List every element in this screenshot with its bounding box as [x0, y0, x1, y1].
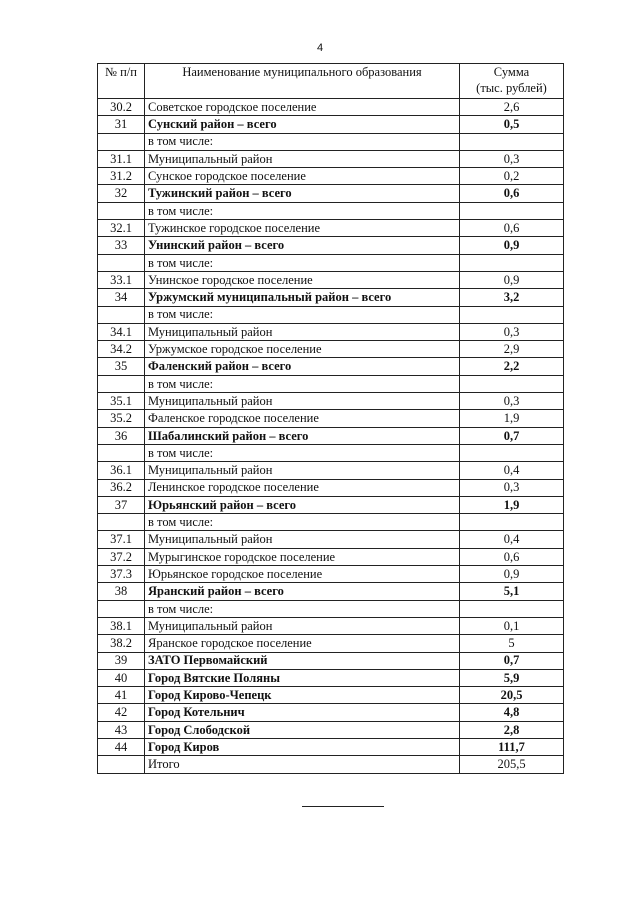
- row-number-cell: 32.1: [98, 220, 145, 237]
- row-number-cell: 34.2: [98, 341, 145, 358]
- table-row: [98, 600, 564, 617]
- row-name-cell: Яранский район – всего: [145, 583, 460, 600]
- row-sum-cell: [460, 444, 564, 461]
- row-number-cell: [98, 375, 145, 392]
- row-sum-cell: 1,9: [460, 496, 564, 513]
- table-row: [98, 721, 564, 738]
- table-row: [98, 635, 564, 652]
- row-name-cell: Унинский район – всего: [145, 237, 460, 254]
- row-sum-cell: 0,9: [460, 271, 564, 288]
- row-sum-cell: 2,6: [460, 99, 564, 116]
- row-number-cell: 38.1: [98, 617, 145, 634]
- row-sum-cell: 0,9: [460, 566, 564, 583]
- footer-divider: [302, 806, 384, 807]
- row-name-cell: ЗАТО Первомайский: [145, 652, 460, 669]
- row-number-cell: 34.1: [98, 323, 145, 340]
- row-sum-cell: [460, 254, 564, 271]
- table-row: [98, 271, 564, 288]
- row-name-cell: Муниципальный район: [145, 531, 460, 548]
- row-sum-cell: 0,9: [460, 237, 564, 254]
- table-row: [98, 548, 564, 565]
- table-row: [98, 496, 564, 513]
- table-row: [98, 669, 564, 686]
- row-number-cell: 32: [98, 185, 145, 202]
- row-name-cell: в том числе:: [145, 444, 460, 461]
- table-row: [98, 150, 564, 167]
- row-number-cell: [98, 254, 145, 271]
- row-name-cell: Муниципальный район: [145, 323, 460, 340]
- row-number-cell: 42: [98, 704, 145, 721]
- table-row: [98, 566, 564, 583]
- row-name-cell: Итого: [145, 756, 460, 773]
- row-number-cell: 38: [98, 583, 145, 600]
- table-row: [98, 687, 564, 704]
- row-sum-cell: 5: [460, 635, 564, 652]
- table-body: [98, 99, 564, 774]
- row-name-cell: Фаленский район – всего: [145, 358, 460, 375]
- table-row: [98, 220, 564, 237]
- table-row: [98, 358, 564, 375]
- row-name-cell: Муниципальный район: [145, 150, 460, 167]
- row-name-cell: Сунское городское поселение: [145, 168, 460, 185]
- table-header-row: [98, 64, 564, 99]
- row-name-cell: Город Вятские Поляны: [145, 669, 460, 686]
- table-row: [98, 393, 564, 410]
- row-number-cell: [98, 444, 145, 461]
- row-number-cell: 33.1: [98, 271, 145, 288]
- row-sum-cell: 0,6: [460, 548, 564, 565]
- header-name: Наименование муниципального образования: [145, 64, 460, 99]
- row-number-cell: 31.2: [98, 168, 145, 185]
- table-row: [98, 617, 564, 634]
- row-name-cell: Муниципальный район: [145, 393, 460, 410]
- row-sum-cell: 0,4: [460, 531, 564, 548]
- table-row: [98, 479, 564, 496]
- row-sum-cell: [460, 375, 564, 392]
- table-row: [98, 427, 564, 444]
- row-sum-cell: 0,1: [460, 617, 564, 634]
- table-row: [98, 202, 564, 219]
- row-number-cell: 38.2: [98, 635, 145, 652]
- table-row: [98, 99, 564, 116]
- row-name-cell: в том числе:: [145, 600, 460, 617]
- row-name-cell: в том числе:: [145, 202, 460, 219]
- row-name-cell: Муниципальный район: [145, 617, 460, 634]
- table-row: [98, 410, 564, 427]
- table-row: [98, 323, 564, 340]
- header-sum: [460, 64, 564, 99]
- row-sum-cell: 0,2: [460, 168, 564, 185]
- row-name-cell: Мурыгинское городское поселение: [145, 548, 460, 565]
- row-number-cell: 30.2: [98, 99, 145, 116]
- table-row: [98, 185, 564, 202]
- row-sum-cell: 205,5: [460, 756, 564, 773]
- row-number-cell: 34: [98, 289, 145, 306]
- table-row: [98, 341, 564, 358]
- table-row: [98, 738, 564, 755]
- row-name-cell: Муниципальный район: [145, 462, 460, 479]
- row-name-cell: Тужинское городское поселение: [145, 220, 460, 237]
- table-row: [98, 462, 564, 479]
- row-name-cell: Унинское городское поселение: [145, 271, 460, 288]
- table-row: [98, 168, 564, 185]
- row-sum-cell: 3,2: [460, 289, 564, 306]
- row-sum-cell: [460, 306, 564, 323]
- table-row: [98, 531, 564, 548]
- table-row: [98, 306, 564, 323]
- row-name-cell: Фаленское городское поселение: [145, 410, 460, 427]
- row-name-cell: Советское городское поселение: [145, 99, 460, 116]
- row-sum-cell: 0,3: [460, 150, 564, 167]
- row-number-cell: 37.1: [98, 531, 145, 548]
- row-number-cell: [98, 133, 145, 150]
- row-name-cell: Яранское городское поселение: [145, 635, 460, 652]
- row-name-cell: Тужинский район – всего: [145, 185, 460, 202]
- table-row: [98, 289, 564, 306]
- row-number-cell: 36.2: [98, 479, 145, 496]
- row-number-cell: 37.2: [98, 548, 145, 565]
- row-number-cell: [98, 756, 145, 773]
- row-sum-cell: [460, 600, 564, 617]
- table-row: [98, 756, 564, 773]
- table-row: [98, 375, 564, 392]
- row-name-cell: в том числе:: [145, 133, 460, 150]
- row-name-cell: Ленинское городское поселение: [145, 479, 460, 496]
- row-sum-cell: 20,5: [460, 687, 564, 704]
- row-number-cell: [98, 202, 145, 219]
- row-number-cell: 37: [98, 496, 145, 513]
- row-number-cell: 36: [98, 427, 145, 444]
- row-number-cell: 43: [98, 721, 145, 738]
- row-sum-cell: 0,4: [460, 462, 564, 479]
- row-sum-cell: 0,5: [460, 116, 564, 133]
- row-number-cell: 35.1: [98, 393, 145, 410]
- row-sum-cell: 0,6: [460, 220, 564, 237]
- row-sum-cell: 0,3: [460, 323, 564, 340]
- row-name-cell: Юрьянское городское поселение: [145, 566, 460, 583]
- row-name-cell: Шабалинский район – всего: [145, 427, 460, 444]
- row-name-cell: Юрьянский район – всего: [145, 496, 460, 513]
- table-row: [98, 254, 564, 271]
- table-row: [98, 133, 564, 150]
- row-sum-cell: 0,3: [460, 393, 564, 410]
- row-name-cell: Город Киров: [145, 738, 460, 755]
- row-name-cell: Сунский район – всего: [145, 116, 460, 133]
- row-sum-cell: 111,7: [460, 738, 564, 755]
- table-row: [98, 237, 564, 254]
- budget-table: [97, 63, 564, 774]
- row-name-cell: Город Котельнич: [145, 704, 460, 721]
- row-number-cell: 44: [98, 738, 145, 755]
- row-name-cell: в том числе:: [145, 254, 460, 271]
- row-name-cell: Уржумский муниципальный район – всего: [145, 289, 460, 306]
- row-number-cell: 35.2: [98, 410, 145, 427]
- row-name-cell: Город Кирово-Чепецк: [145, 687, 460, 704]
- row-sum-cell: 0,7: [460, 652, 564, 669]
- row-number-cell: 36.1: [98, 462, 145, 479]
- row-name-cell: в том числе:: [145, 375, 460, 392]
- header-sum-unit: (тыс. рублей): [476, 80, 547, 95]
- table-row: [98, 444, 564, 461]
- row-sum-cell: 4,8: [460, 704, 564, 721]
- table-row: [98, 652, 564, 669]
- row-number-cell: 33: [98, 237, 145, 254]
- row-sum-cell: [460, 514, 564, 531]
- row-sum-cell: 5,9: [460, 669, 564, 686]
- row-name-cell: в том числе:: [145, 306, 460, 323]
- table-row: [98, 583, 564, 600]
- row-sum-cell: 0,3: [460, 479, 564, 496]
- row-number-cell: 31.1: [98, 150, 145, 167]
- row-sum-cell: 0,7: [460, 427, 564, 444]
- row-number-cell: [98, 514, 145, 531]
- row-sum-cell: [460, 133, 564, 150]
- row-number-cell: 40: [98, 669, 145, 686]
- row-number-cell: [98, 600, 145, 617]
- row-name-cell: Уржумское городское поселение: [145, 341, 460, 358]
- row-number-cell: 35: [98, 358, 145, 375]
- page-number: 4: [316, 42, 324, 54]
- row-sum-cell: 2,9: [460, 341, 564, 358]
- row-number-cell: 41: [98, 687, 145, 704]
- header-number: № п/п: [98, 64, 145, 99]
- row-sum-cell: 2,2: [460, 358, 564, 375]
- row-sum-cell: 1,9: [460, 410, 564, 427]
- table-row: [98, 514, 564, 531]
- row-number-cell: 39: [98, 652, 145, 669]
- row-sum-cell: 0,6: [460, 185, 564, 202]
- row-sum-cell: 5,1: [460, 583, 564, 600]
- header-sum-title: Сумма: [493, 65, 530, 79]
- row-sum-cell: [460, 202, 564, 219]
- table-row: [98, 704, 564, 721]
- table-row: [98, 116, 564, 133]
- row-number-cell: [98, 306, 145, 323]
- row-sum-cell: 2,8: [460, 721, 564, 738]
- row-name-cell: Город Слободской: [145, 721, 460, 738]
- row-name-cell: в том числе:: [145, 514, 460, 531]
- row-number-cell: 37.3: [98, 566, 145, 583]
- row-number-cell: 31: [98, 116, 145, 133]
